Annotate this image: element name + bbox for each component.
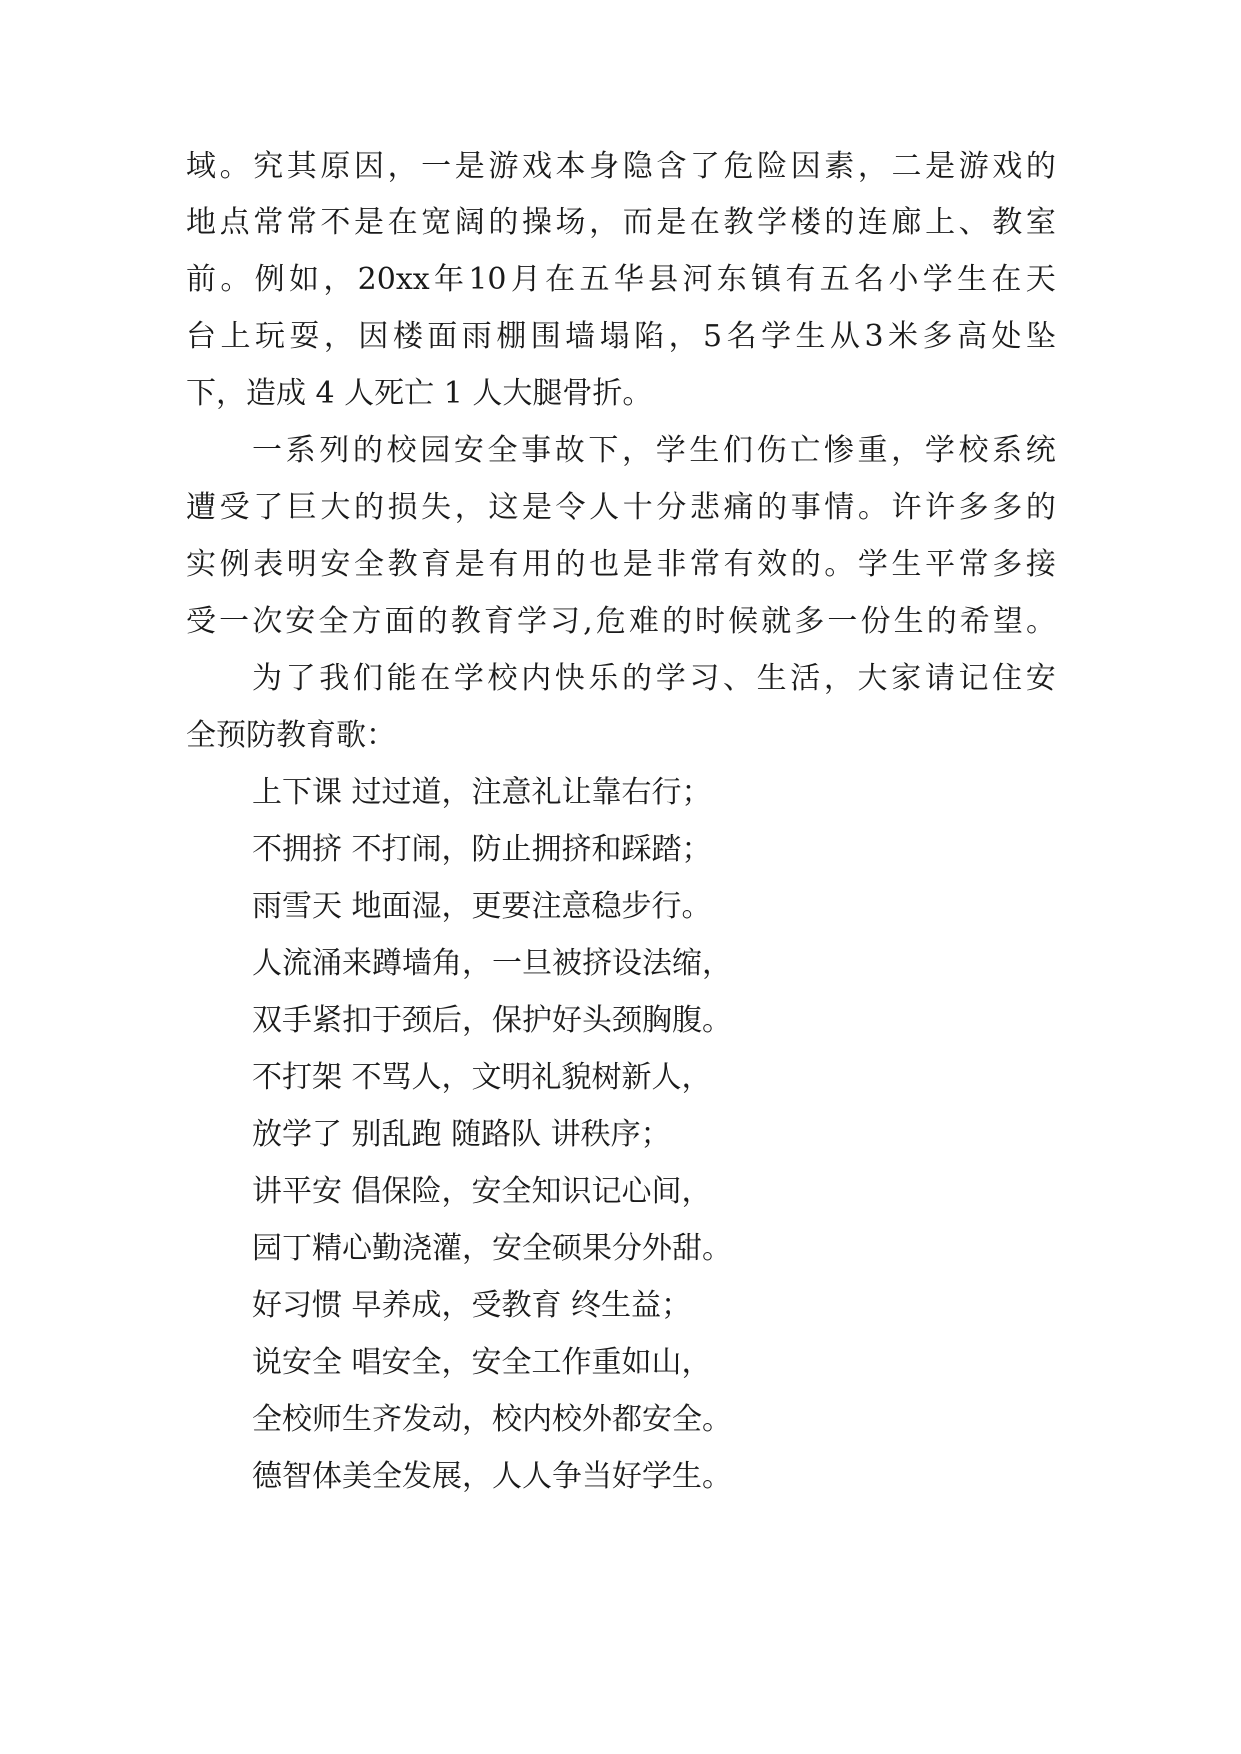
- song-line: 放学了 别乱跑 随路队 讲秩序；: [252, 1117, 671, 1152]
- song-line: 不打架 不骂人，文明礼貌树新人，: [252, 1060, 712, 1095]
- song-line: 人流涌来蹲墙角，一旦被挤设法缩，: [252, 946, 732, 981]
- paragraph-line: 域 。 究 其 原 因 ， 一 是 游 戏 本 身 隐 含 了 危 险 因 素 ， 二 是 游 戏 的: [186, 149, 1056, 184]
- paragraph-line: 全预防教育歌：: [186, 718, 396, 753]
- song-line: 上下课 过过道，注意礼让靠右行；: [252, 775, 712, 810]
- song-line: 德智体美全发展，人人争当好学生。: [252, 1459, 732, 1494]
- paragraph-line: 下，造成 4 人死亡 1 人大腿骨折。: [186, 376, 653, 411]
- song-line: 双手紧扣于颈后，保护好头颈胸腹。: [252, 1003, 732, 1038]
- paragraph-line: 一 系 列 的 校 园 安 全 事 故 下 ， 学 生 们 伤 亡 惨 重 ， 学 校 系 统: [252, 433, 1056, 468]
- paragraph-line: 台 上 玩 耍 ， 因 楼 面 雨 棚 围 墙 塌 陷 ， 5 名 学 生 从 3 米 多 高 处 坠: [186, 319, 1056, 354]
- song-line: 说安全 唱安全，安全工作重如山，: [252, 1345, 712, 1380]
- song-line: 好习惯 早养成，受教育 终生益；: [252, 1288, 692, 1323]
- paragraph-line: 实 例 表 明 安 全 教 育 是 有 用 的 也 是 非 常 有 效 的 。 学 生 平 常 多 接: [186, 547, 1056, 582]
- paragraph-line: 前 。 例 如 ， 20xx 年 10 月 在 五 华 县 河 东 镇 有 五 名 小 学 生 在 天: [186, 262, 1056, 297]
- song-line: 讲平安 倡保险，安全知识记心间，: [252, 1174, 712, 1209]
- paragraph-line: 遭 受 了 巨 大 的 损 失 ， 这 是 令 人 十 分 悲 痛 的 事 情 。 许 许 多 多 的: [186, 490, 1056, 525]
- song-line: 雨雪天 地面湿，更要注意稳步行。: [252, 889, 712, 924]
- song-line: 园丁精心勤浇灌，安全硕果分外甜。: [252, 1231, 732, 1266]
- paragraph-line: 为 了 我 们 能 在 学 校 内 快 乐 的 学 习 、 生 活 ， 大 家 请 记 住 安: [252, 661, 1056, 696]
- song-line: 不拥挤 不打闹，防止拥挤和踩踏；: [252, 832, 712, 867]
- paragraph-line: 受 一 次 安 全 方 面 的 教 育 学 习 , 危 难 的 时 候 就 多 一 份 生 的 希 望 。: [186, 604, 1056, 639]
- song-line: 全校师生齐发动，校内校外都安全。: [252, 1402, 732, 1437]
- paragraph-line: 地 点 常 常 不 是 在 宽 阔 的 操 场 ， 而 是 在 教 学 楼 的 连 廊 上 、 教 室: [186, 205, 1056, 240]
